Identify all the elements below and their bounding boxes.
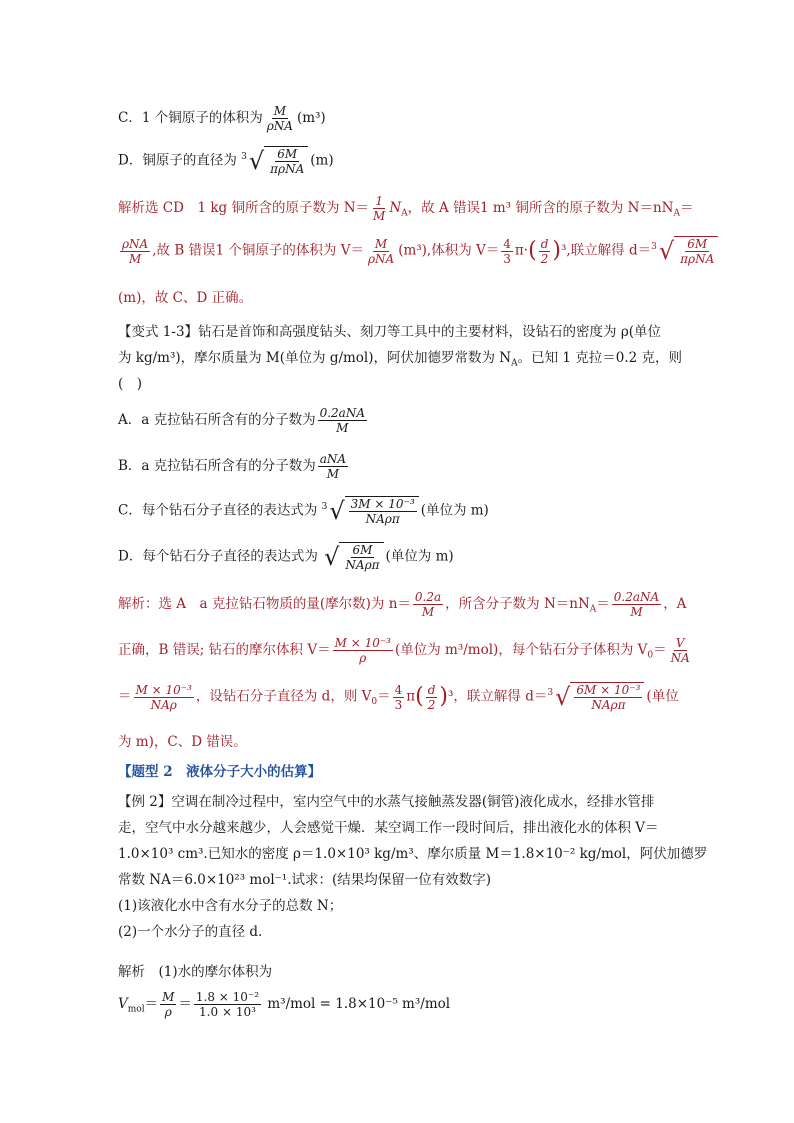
solution-1-line-3 [118, 288, 252, 308]
numerator: M × 10⁻³ [334, 636, 391, 650]
option-c-1 [118, 104, 326, 133]
denominator: 2 [427, 697, 436, 712]
numerator: 1 [375, 194, 384, 208]
numerator: M [374, 236, 388, 251]
numerator: 6M × 10⁻³ [576, 683, 641, 697]
denominator: NA [670, 651, 690, 665]
unit: (m³) [296, 110, 326, 126]
option-c-2: C．每个钻石分子直径的表达式为 $^3$ √ $\frac{\text{3M × 10⁻³}}{\text{NAρπ}}$ (单位为 m) [118, 497, 489, 526]
solution-text: ＝ [118, 688, 132, 705]
solution-1-line-2: $\frac{\text{ρNA}}{M}$ ,故 B 错误1 个铜原子的体积为 V＝ $\frac{M}{\text{ρNA}}$ (m³),体积为 V＝ $\frac{4}{3}$ π·( $\frac{d}{2}$ )³,联立解得 d＝$^3$ √ $\frac{6M}{\text{πρNA}}$ [118, 236, 720, 266]
solution-text: ，所含分子数为 N＝nN [445, 596, 590, 612]
subscript: 0 [371, 697, 378, 708]
solution-2-line-1 [118, 590, 686, 620]
solution-2-line-2 [118, 636, 694, 666]
example-line-2 [118, 818, 659, 838]
denominator: M [421, 605, 435, 619]
solution-text: (m³),体积为 V＝ [398, 242, 500, 259]
question-text: 为 kg/m³)，摩尔质量为 M(单位为 g/mol)，阿伏加德罗常数为 N [118, 350, 512, 366]
denominator: ρ [164, 1005, 172, 1019]
solution-text: ＝ [377, 688, 391, 705]
denominator: M [336, 421, 349, 435]
solution-text: (单位 [646, 688, 679, 705]
question-text: 。已知 1 克拉＝0.2 克，则 [517, 350, 683, 366]
question-1 [118, 896, 342, 916]
question-text: 【例 2】空调在制冷过程中，室内空气中的水蒸气接触蒸发器(铜管)液化成水，经排水管排 [118, 794, 655, 810]
numerator: 0.2aNA [613, 590, 660, 604]
denominator: M [630, 605, 643, 619]
symbol: N [389, 200, 402, 216]
solution-text: ，故 A 错误1 m³ 铜所含的原子数为 N＝nN [407, 200, 674, 216]
numerator: 3M × 10⁻³ [350, 497, 415, 511]
variant-line-3 [118, 374, 142, 394]
denominator: ρ [359, 651, 367, 665]
subscript: 0 [647, 650, 654, 661]
solution-text: ＝ [653, 642, 667, 658]
numerator: M [273, 104, 286, 118]
option-text: C．1 个铜原子的体积为 [118, 110, 263, 126]
subscript: A [589, 604, 597, 615]
solution-text: 为 m)，C、D 错误。 [118, 734, 247, 750]
denominator: NAρπ [365, 512, 400, 526]
section-heading [118, 762, 321, 782]
denominator: M [128, 251, 142, 266]
denominator: M [373, 209, 386, 223]
solution-text: π [406, 688, 416, 705]
numerator: aNA [319, 452, 347, 466]
question-text: (1)该液化水中含有水分子的总数 N； [118, 898, 343, 914]
numerator: 6M [687, 237, 708, 251]
solution-text: 解析 (1)水的摩尔体积为 [118, 964, 273, 980]
solution-text: ，A [663, 596, 687, 612]
root-index: 3 [547, 688, 554, 698]
solution-1-line-1 [118, 194, 693, 224]
denominator: 3 [394, 697, 403, 712]
denominator: πρNA [680, 252, 715, 266]
solution-text: ³,联立解得 d＝ [560, 242, 652, 259]
solution-text: ＝ [144, 996, 159, 1012]
solution-3-line-1 [118, 962, 272, 982]
option-text: D．铜原子的直径为 [118, 152, 237, 169]
question-text: 1.0×10³ cm³.已知水的密度 ρ＝1.0×10³ kg/m³、摩尔质量 M＝1.8×10⁻² kg/mol，阿伏加德罗 [118, 846, 708, 862]
root-index: 3 [321, 502, 328, 512]
subscript: A [673, 208, 680, 219]
solution-text: ,故 B 错误1 个铜原子的体积为 V＝ [152, 242, 364, 259]
option-d-2: D．每个钻石分子直径的表达式为 √ $\frac{6M}{\text{NAρπ}}$ (单位为 m) [118, 543, 454, 572]
example-line-1 [118, 792, 654, 812]
root-index: 3 [241, 152, 247, 162]
symbol: V [118, 996, 128, 1012]
solution-text: ＝ [178, 996, 192, 1012]
root-index: 3 [651, 242, 657, 252]
option-d-1 [118, 146, 334, 176]
subscript: A [511, 358, 518, 369]
fraction [265, 104, 295, 133]
question-2 [118, 922, 262, 942]
solution-text: 解析：选 A a 克拉钻石物质的量(摩尔数)为 n＝ [118, 596, 411, 612]
numerator: M [162, 990, 175, 1004]
numerator: V [675, 636, 685, 650]
denominator: NAρπ [345, 558, 380, 572]
question-text: (2)一个水分子的直径 d. [118, 924, 263, 940]
numerator: d [427, 682, 436, 697]
answer-bracket: ( ) [118, 376, 143, 392]
solution-text: m³/mol = 1.8×10⁻⁵ m³/mol [263, 996, 451, 1012]
option-b-2 [118, 452, 350, 481]
numerator: d [540, 236, 549, 251]
denominator: 2 [540, 251, 549, 266]
numerator: 4 [503, 236, 511, 251]
solution-text: (m)，故 C、D 正确。 [118, 290, 253, 306]
subscript: mol [127, 1004, 145, 1015]
section-title: 【题型 2 液体分子大小的估算】 [118, 764, 322, 780]
option-text: D．每个钻石分子直径的表达式为 [118, 548, 318, 565]
denominator: πρNA [270, 162, 305, 176]
numerator: ρNA [122, 236, 149, 251]
numerator: 6M [277, 147, 298, 161]
denominator: NAρπ [591, 698, 626, 712]
solution-text: ＝ [679, 200, 694, 216]
subscript: A [401, 208, 408, 219]
numerator: 1.8 × 10⁻² [195, 990, 260, 1004]
denominator: 1.0 × 10³ [199, 1005, 256, 1019]
solution-text: ，设钻石分子直径为 d，则 V [195, 688, 372, 705]
question-text: 常数 NA＝6.0×10²³ mol⁻¹.试求：(结果均保留一位有效数字) [118, 872, 492, 888]
question-text: 【变式 1-3】钻石是首饰和高强度钻头、刻刀等工具中的主要材料，设钻石的密度为 ρ(单位 [118, 324, 662, 340]
numerator: 4 [394, 682, 403, 697]
solution-2-line-3: ＝ $\frac{\text{M × 10⁻³}}{\text{NAρ}}$ ，设钻石分子直径为 d，则 $V_0=$ $\frac{4}{3}$ π( $\frac{d}{2}$ )³，联立解得 d＝$^3$ √ $\frac{\text{6M × 10⁻³}}{\text{NAρπ}}$ (单位 [118, 682, 679, 712]
solution-text: 解析选 CD 1 kg 铜所含的原子数为 N＝ [118, 200, 370, 216]
unit: (单位为 m) [420, 502, 489, 519]
example-line-4 [118, 870, 491, 890]
option-a-2 [118, 406, 369, 435]
numerator: M × 10⁻³ [135, 682, 192, 697]
variant-line-2 [118, 348, 682, 374]
unit: (m) [310, 152, 334, 169]
solution-text: ³，联立解得 d＝ [448, 688, 548, 705]
numerator: 0.2aNA [319, 406, 365, 420]
cube-root: √ $\frac{6M}{\text{πρNA}}$ [249, 146, 308, 176]
question-text: 走，空气中水分越来越少，人会感觉干燥．某空调工作一段时间后，排出液化水的体积 V＝ [118, 820, 659, 836]
option-text: B．a 克拉钻石所含有的分子数为 [118, 458, 316, 474]
denominator: M [326, 467, 340, 481]
unit: (单位为 m) [385, 548, 454, 565]
denominator: ρNA [367, 251, 395, 266]
numerator: 0.2a [414, 590, 442, 604]
solution-text: ＝ [596, 596, 610, 612]
variant-heading [118, 322, 661, 342]
solution-3-line-2 [118, 990, 450, 1020]
option-text: A．a 克拉钻石所含有的分子数为 [118, 412, 316, 428]
option-text: C．每个钻石分子直径的表达式为 [118, 502, 318, 519]
numerator: 6M [352, 543, 373, 557]
denominator: ρNA [266, 119, 293, 133]
solution-text: π· [514, 242, 529, 259]
solution-2-line-4 [118, 732, 247, 752]
solution-text: (单位为 m³/mol)，每个钻石分子体积为 V [394, 642, 648, 658]
denominator: NAρ [150, 697, 177, 712]
solution-text: 正确，B 错误; 钻石的摩尔体积 V＝ [118, 642, 331, 658]
example-line-3 [118, 844, 707, 864]
denominator: 3 [503, 251, 511, 266]
